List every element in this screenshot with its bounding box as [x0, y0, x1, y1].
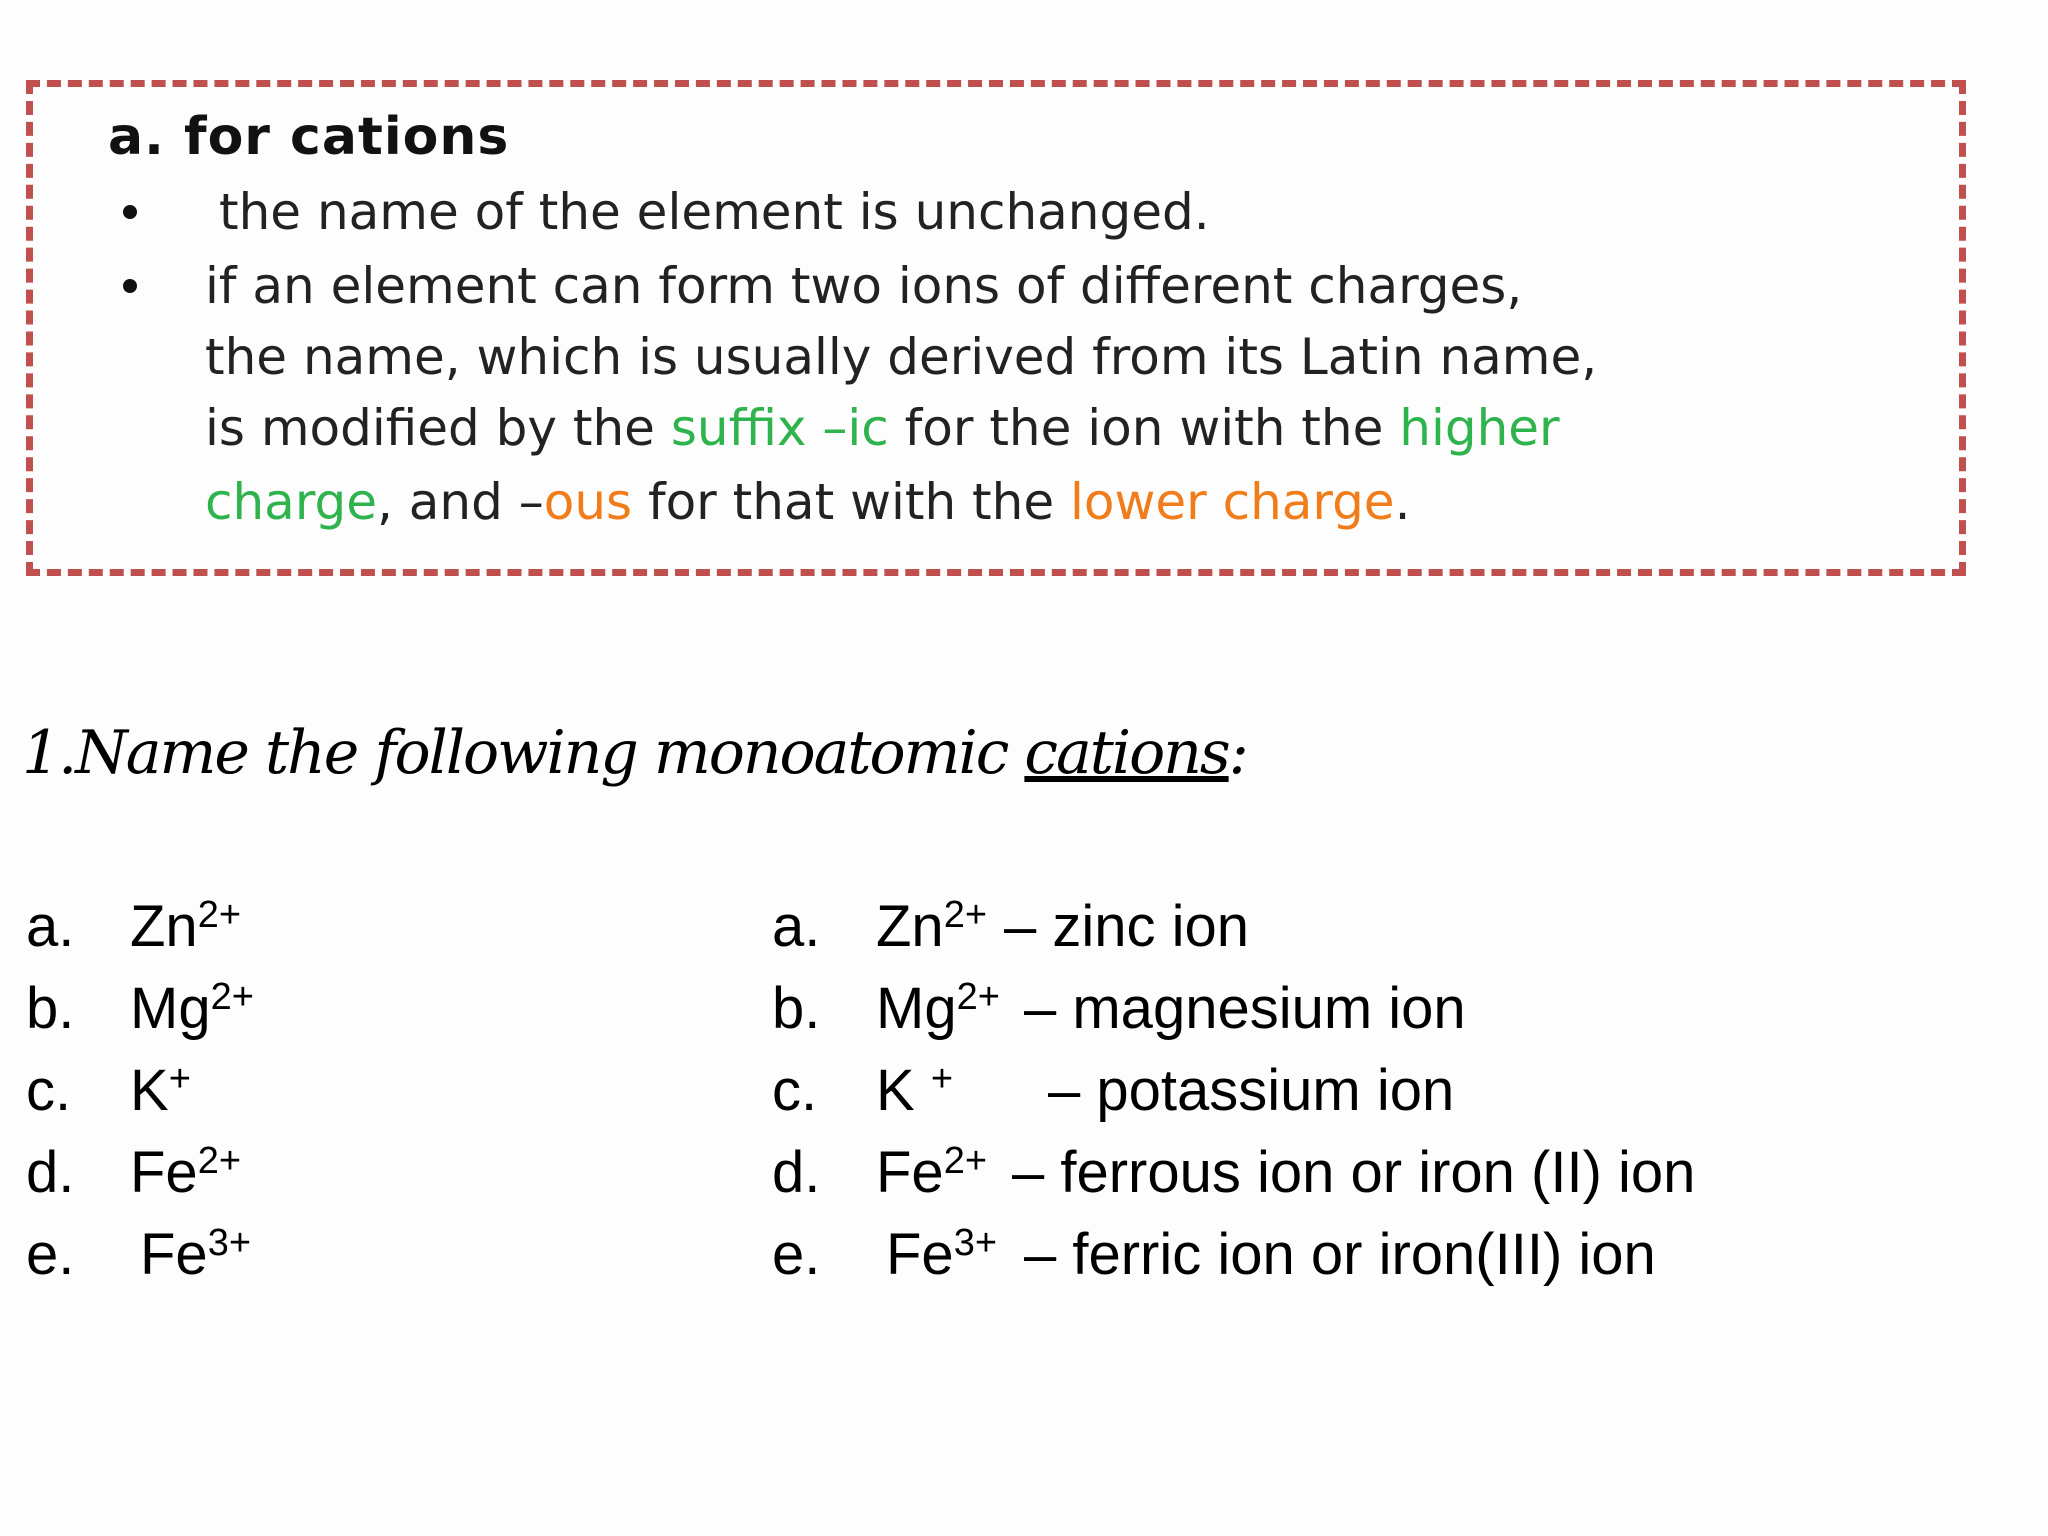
ion-formula [140, 1214, 251, 1296]
element-symbol: Fe [886, 1222, 954, 1287]
text-run: for the ion with the [888, 399, 1400, 457]
element-symbol: Fe [130, 1140, 198, 1205]
item-label: b. [772, 976, 821, 1041]
list-item [26, 886, 726, 968]
ion-charge: 2+ [943, 1140, 988, 1182]
item-label: a. [772, 894, 821, 959]
question-title [22, 718, 1247, 788]
ion-formula [876, 886, 987, 968]
suffix-ous-highlight: ous [543, 473, 633, 531]
item-label: b. [26, 976, 75, 1041]
bullet-icon [123, 279, 137, 293]
answer-list [772, 886, 1972, 1296]
higher-highlight: higher [1399, 399, 1560, 457]
list-item [26, 968, 726, 1050]
answer-item [772, 968, 1972, 1050]
rule-bullet-2-line-4 [205, 473, 1410, 531]
ion-charge: 2+ [210, 976, 254, 1018]
ion-charge: + [930, 1058, 954, 1100]
ion-charge: 2+ [943, 894, 988, 936]
element-symbol: Zn [876, 894, 944, 959]
ion-name: – ferric ion or iron(III) ion [1024, 1222, 1656, 1287]
item-label: a. [26, 894, 75, 959]
ion-formula [876, 968, 1000, 1050]
ion-formula [876, 1050, 953, 1132]
ion-formula [886, 1214, 997, 1296]
ion-charge: 2+ [956, 976, 1000, 1018]
rule-bullet-2-line-1: if an element can form two ions of different charges, [205, 257, 1523, 315]
item-label: e. [772, 1222, 821, 1287]
element-symbol: K [130, 1058, 169, 1123]
item-label: d. [772, 1140, 821, 1205]
text-run: is modified by the [205, 399, 671, 457]
item-label: c. [772, 1058, 818, 1123]
element-symbol: Mg [130, 976, 211, 1041]
answer-item [772, 1214, 1972, 1296]
ion-charge: 2+ [197, 1140, 242, 1182]
list-item [26, 1214, 726, 1296]
answer-item [772, 886, 1972, 968]
ion-formula [130, 1132, 241, 1214]
item-label: d. [26, 1140, 75, 1205]
element-symbol: Fe [140, 1222, 208, 1287]
item-label: e. [26, 1222, 75, 1287]
question-underlined-word: cations [1024, 718, 1229, 788]
rule-bullet-2-line-2: the name, which is usually derived from its Latin name, [205, 328, 1598, 386]
ion-formula [130, 886, 241, 968]
bullet-icon [123, 205, 137, 219]
list-item [26, 1050, 726, 1132]
element-symbol: Mg [876, 976, 957, 1041]
element-symbol: Fe [876, 1140, 944, 1205]
text-run: for that with the [632, 473, 1070, 531]
rule-bullet-2-line-3 [205, 399, 1560, 457]
question-colon: : [1228, 718, 1247, 788]
rule-heading: a. for cations [108, 107, 510, 167]
question-list [26, 886, 726, 1296]
ion-formula [130, 968, 254, 1050]
rule-bullet-1: the name of the element is unchanged. [219, 183, 1210, 241]
element-symbol: K [876, 1058, 931, 1123]
lower-charge-highlight: lower charge [1069, 473, 1395, 531]
element-symbol: Zn [130, 894, 198, 959]
ion-name: – potassium ion [1048, 1058, 1455, 1123]
list-item [26, 1132, 726, 1214]
item-label: c. [26, 1058, 72, 1123]
ion-name: – zinc ion [1004, 894, 1250, 959]
answer-item [772, 1132, 1972, 1214]
ion-charge: 3+ [207, 1222, 252, 1264]
question-text: 1.Name the following monoatomic [22, 718, 1025, 788]
answer-item [772, 1050, 1972, 1132]
charge-highlight: charge [205, 473, 377, 531]
ion-formula [130, 1050, 191, 1132]
ion-name: – magnesium ion [1024, 976, 1466, 1041]
ion-charge: 3+ [953, 1222, 998, 1264]
text-run: . [1394, 473, 1411, 531]
text-run: , and – [377, 473, 544, 531]
cation-rule-box [26, 80, 1966, 576]
ion-formula [876, 1132, 987, 1214]
suffix-ic-highlight: suffix –ic [670, 399, 889, 457]
ion-charge: 2+ [197, 894, 242, 936]
ion-charge: + [168, 1058, 191, 1100]
ion-name: – ferrous ion or iron (II) ion [1012, 1140, 1696, 1205]
